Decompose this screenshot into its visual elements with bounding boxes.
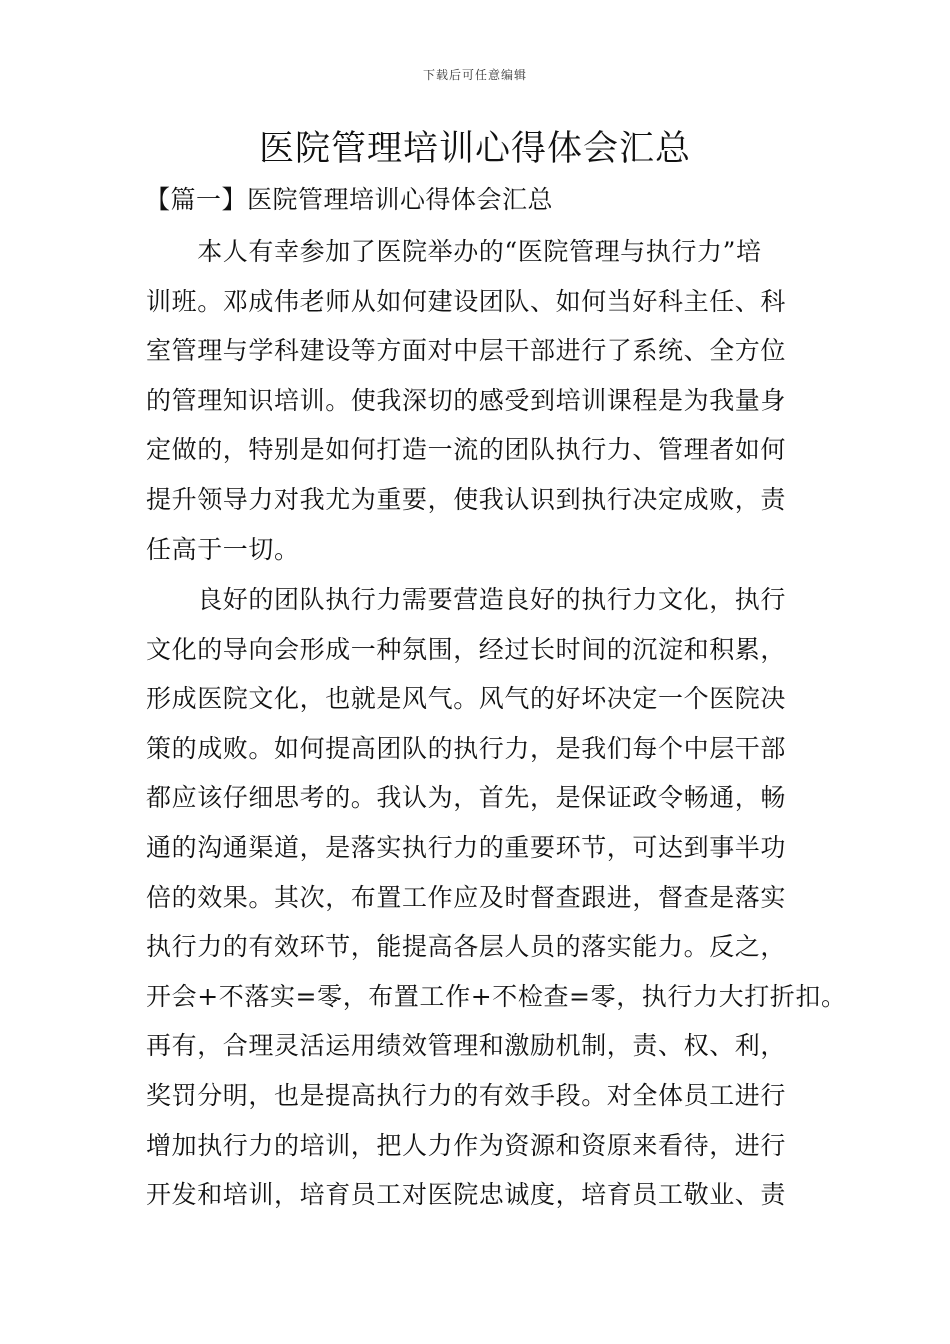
paragraph-line: 都应该仔细思考的。我认为，首先，是保证政令畅通，畅	[146, 783, 787, 813]
paragraph-line: 定做的，特别是如何打造一流的团队执行力、管理者如何	[146, 435, 787, 465]
paragraph-line: 文化的导向会形成一种氛围，经过长时间的沉淀和积累，	[146, 634, 787, 664]
paragraph-line: 形成医院文化，也就是风气。风气的好坏决定一个医院决	[146, 684, 787, 714]
paragraph-1	[146, 227, 806, 574]
paragraph-line: 的管理知识培训。使我深切的感受到培训课程是为我量身	[146, 385, 787, 415]
paragraph-line: 奖罚分明，也是提高执行力的有效手段。对全体员工进行	[146, 1080, 787, 1110]
section-heading: 【篇一】医院管理培训心得体会汇总	[145, 185, 554, 214]
paragraph-line: 良好的团队执行力需要营造良好的执行力文化，执行	[146, 585, 787, 614]
paragraph-line: 通的沟通渠道，是落实执行力的重要环节，可达到事半功	[146, 832, 787, 862]
header-note: 下载后可任意编辑	[422, 68, 527, 82]
paragraph-line: 开发和培训，培育员工对医院忠诚度，培育员工敬业、责	[146, 1180, 787, 1210]
paragraph-line: 策的成败。如何提高团队的执行力，是我们每个中层干部	[146, 733, 787, 763]
paragraph-line: 训班。邓成伟老师从如何建设团队、如何当好科主任、科	[146, 286, 787, 316]
paragraph-line: 本人有幸参加了医院举办的“医院管理与执行力”培	[146, 237, 762, 266]
paragraph-line: 提升领导力对我尤为重要，使我认识到执行决定成败，责	[146, 484, 787, 514]
paragraph-line: 倍的效果。其次，布置工作应及时督查跟进，督查是落实	[146, 882, 787, 912]
paragraph-2	[146, 575, 847, 1220]
paragraph-line: 室管理与学科建设等方面对中层干部进行了系统、全方位	[146, 336, 787, 366]
paragraph-line: 开会+不落实=零，布置工作+不检查=零，执行力大打折扣。	[146, 981, 847, 1011]
paragraph-line: 执行力的有效环节，能提高各层人员的落实能力。反之，	[146, 932, 787, 962]
paragraph-line: 增加执行力的培训，把人力作为资源和资原来看待，进行	[146, 1130, 787, 1160]
document-title: 医院管理培训心得体会汇总	[258, 129, 691, 169]
paragraph-line: 任高于一切。	[146, 534, 300, 564]
paragraph-line: 再有，合理灵活运用绩效管理和激励机制，责、权、利，	[146, 1031, 787, 1061]
